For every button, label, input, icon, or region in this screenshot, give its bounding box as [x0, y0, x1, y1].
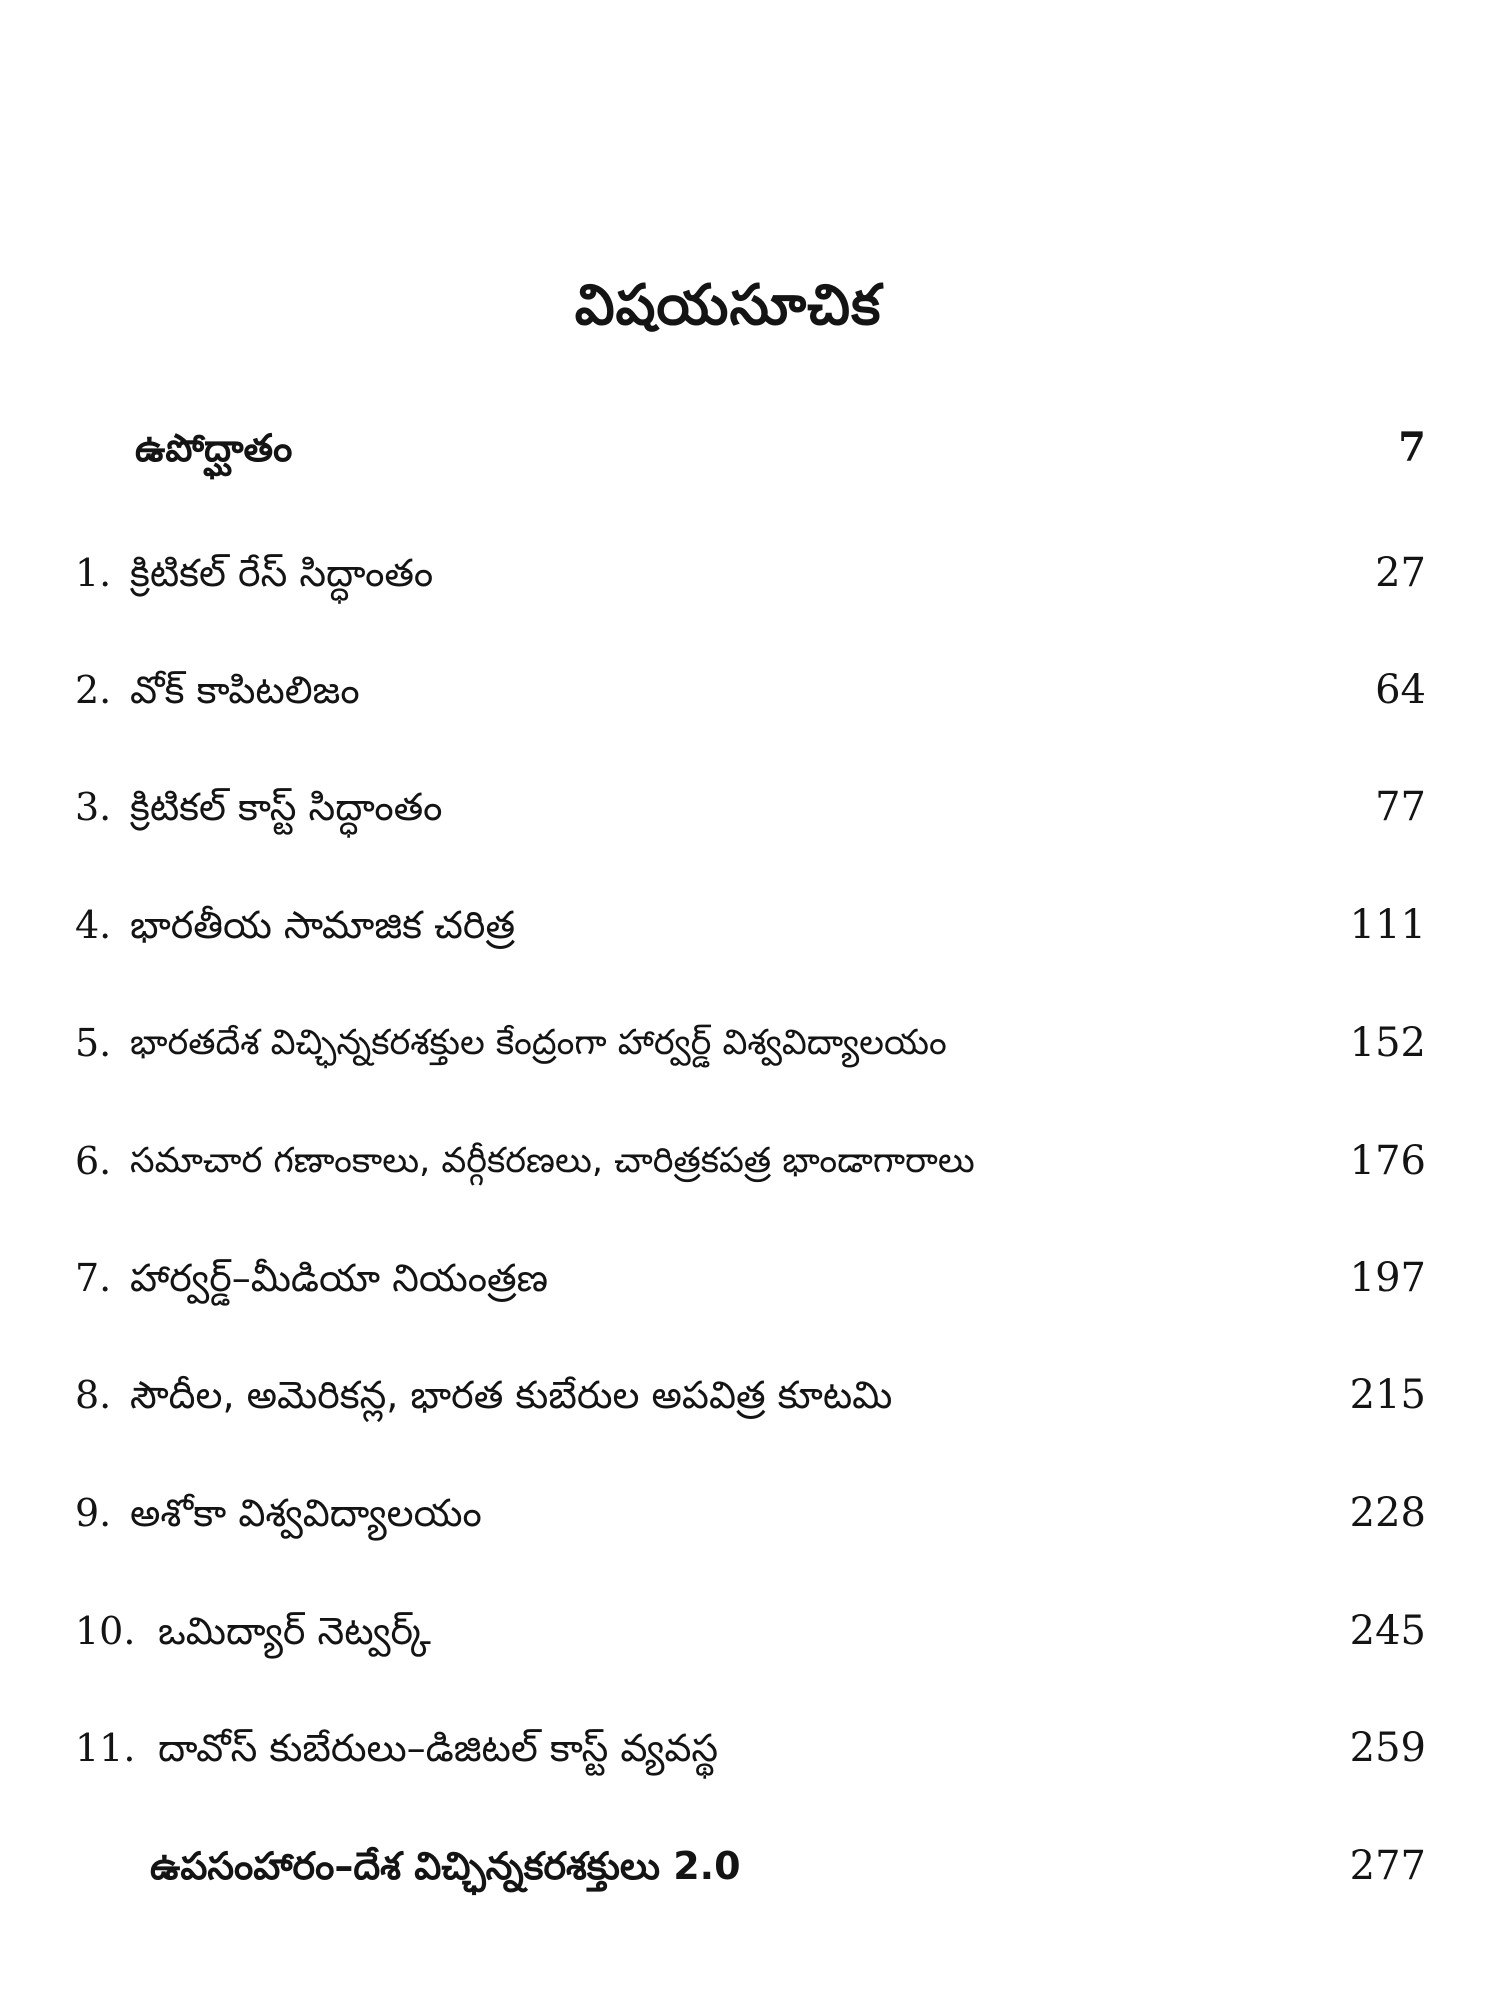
toc-entry-number: 10. — [75, 1609, 136, 1653]
toc-entry-title: దావోస్ కుబేరులు–డిజిటల్ కాస్ట్ వ్యవస్థ — [158, 1726, 719, 1770]
toc-entry-6 — [0, 1126, 1500, 1196]
toc-entry-page: 245 — [1349, 1608, 1426, 1654]
toc-entry-5 — [0, 1008, 1500, 1078]
toc-entry-number: 5. — [75, 1021, 112, 1065]
toc-entry-number: 8. — [75, 1373, 112, 1417]
toc-entry-title: సౌదీల, అమెరికన్ల, భారత కుబేరుల అపవిత్ర కూటమి — [130, 1373, 893, 1417]
toc-entry-page: 77 — [1375, 784, 1426, 830]
toc-entry-number: 2. — [75, 668, 112, 712]
toc-entry-title: క్రిటికల్ రేస్ సిద్ధాంతం — [130, 551, 434, 595]
toc-entry-page: 27 — [1375, 550, 1426, 596]
toc-entry-7 — [0, 1243, 1500, 1313]
toc-entry-10 — [0, 1596, 1500, 1666]
toc-entry-conclusion — [0, 1831, 1500, 1901]
toc-entry-11 — [0, 1713, 1500, 1783]
toc-entry-number: 7. — [75, 1256, 112, 1300]
toc-entry-page: 277 — [1349, 1843, 1426, 1889]
toc-entry-page: 111 — [1349, 902, 1426, 948]
toc-entry-4 — [0, 890, 1500, 960]
toc-entry-number: 6. — [75, 1139, 112, 1183]
toc-entry-number: 9. — [75, 1491, 112, 1535]
toc-entry-title: ఒమిద్యార్ నెట్వర్క్ — [158, 1609, 431, 1653]
toc-entry-page: 64 — [1375, 667, 1426, 713]
toc-entry-page: 7 — [1398, 424, 1426, 471]
toc-entry-title: భారతదేశ విచ్ఛిన్నకరశక్తుల కేంద్రంగా హార్వర్డ్ విశ్వవిద్యాలయం — [130, 1023, 947, 1063]
toc-entry-page: 176 — [1349, 1138, 1426, 1184]
toc-entry-page: 228 — [1349, 1490, 1426, 1536]
toc-entry-page: 259 — [1349, 1725, 1426, 1771]
toc-entry-page: 215 — [1349, 1372, 1426, 1418]
toc-entry-number: 1. — [75, 551, 112, 595]
toc-entry-3 — [0, 772, 1500, 842]
toc-entry-8 — [0, 1360, 1500, 1430]
toc-entry-page: 197 — [1349, 1255, 1426, 1301]
toc-entry-title: అశోకా విశ్వవిద్యాలయం — [130, 1491, 482, 1535]
toc-entry-title: ఉపసంహారం–దేశ విచ్ఛిన్నకరశక్తులు 2.0 — [150, 1844, 741, 1888]
toc-entry-page: 152 — [1349, 1020, 1426, 1066]
toc-entry-number: 11. — [75, 1726, 136, 1770]
toc-entry-title: వోక్ కాపిటలిజం — [130, 668, 360, 712]
toc-entry-1 — [0, 538, 1500, 608]
toc-entry-title: క్రిటికల్ కాస్ట్ సిద్ధాంతం — [130, 785, 443, 829]
toc-entry-title: భారతీయ సామాజిక చరిత్ర — [130, 903, 516, 947]
toc-entry-2 — [0, 655, 1500, 725]
toc-entry-intro — [0, 413, 1500, 483]
toc-entry-number: 4. — [75, 903, 112, 947]
toc-entry-title: ఉపోద్ఘాతం — [135, 426, 293, 470]
toc-entry-title: హార్వర్డ్–మీడియా నియంత్రణ — [130, 1256, 548, 1300]
page-title: విషయసూచిక — [574, 272, 882, 338]
toc-entry-9 — [0, 1478, 1500, 1548]
toc-entry-number: 3. — [75, 785, 112, 829]
toc-entry-title: సమాచార గణాంకాలు, వర్గీకరణలు, చారిత్రకపత్ర భాండాగారాలు — [130, 1141, 975, 1181]
